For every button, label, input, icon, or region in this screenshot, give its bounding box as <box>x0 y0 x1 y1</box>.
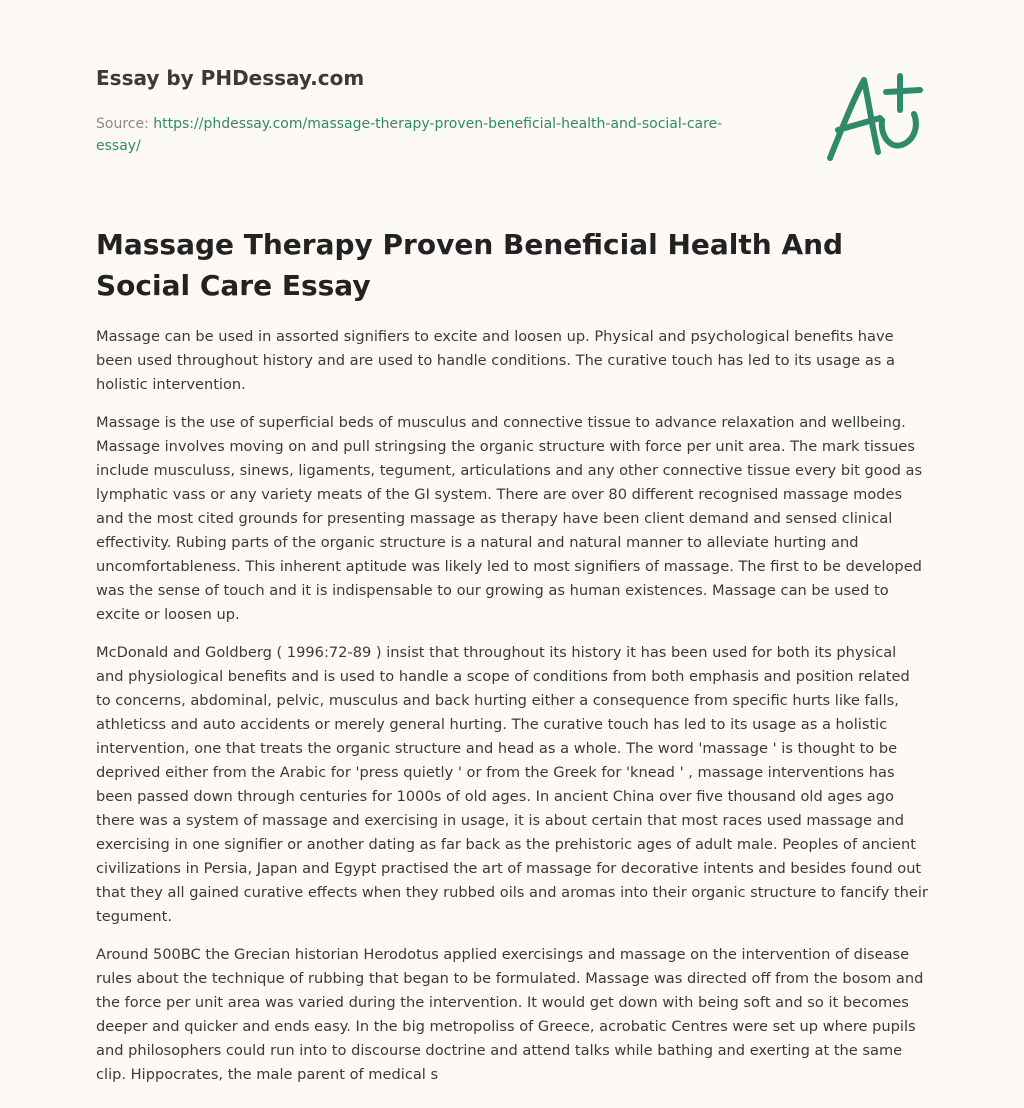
source-label: Source: <box>96 116 154 132</box>
source-line <box>96 113 736 157</box>
essay-paragraph: Around 500BC the Grecian historian Herodotus applied exercisings and massage on the intervention of disease rules about the technique of rubbing that began to be formulated. Massage was directed off from the bosom and the force per unit area was varied during the intervention. It would get down with being soft and so it becomes deeper and quicker and ends easy. In the big metropoliss of Greece, acrobatic Centres were set up where pupils and philosophers could run into to discourse doctrine and attend talks while bathing and exerting at the same clip. Hippocrates, the male parent of medical s <box>96 946 924 1083</box>
site-brand: Essay by PHDessay.com <box>96 66 365 90</box>
a-plus-icon <box>820 68 932 164</box>
essay-paragraph: Massage is the use of superficial beds of musculus and connective tissue to advance relaxation and wellbeing. Massage involves moving on and pull stringsing the organic structure with force per unit area. The mark tissues include musculuss, sinews, ligaments, tegument, articulations and any other connective tissue every bit good as lymphatic vass or any variety meats of the GI system. There are over 80 different recognised massage modes and the most cited grounds for presenting massage as therapy have been client demand and sensed clinical effectivity. Rubing parts of the organic structure is a natural and natural manner to alleviate hurting and uncomfortableness. This inherent aptitude was likely led to most signifiers of massage. The first to be developed was the sense of touch and it is indispensable to our growing as human existences. Massage can be used to excite or loosen up. <box>96 414 923 623</box>
source-link[interactable]: https://phdessay.com/massage-therapy-proven-beneficial-health-and-social-care-essay/ <box>96 116 723 154</box>
essay-paragraph: Massage can be used in assorted signifiers to excite and loosen up. Physical and psychological benefits have been used throughout history and are used to handle conditions. The curative touch has led to its usage as a holistic intervention. <box>96 328 895 393</box>
essay-title: Massage Therapy Proven Beneficial Health And Social Care Essay <box>96 228 844 302</box>
essay-body <box>96 325 928 1101</box>
essay-paragraph: McDonald and Goldberg ( 1996:72-89 ) insist that throughout its history it has been used for both its physical and physiological benefits and is used to handle a scope of conditions from both emphasis and position related to concerns, abdominal, pelvic, musculus and back hurting either a consequence from specific hurts like falls, athleticss and auto accidents or merely general hurting. The curative touch has led to its usage as a holistic intervention, one that treats the organic structure and head as a whole. The word 'massage ' is thought to be deprived either from the Arabic for 'press quietly ' or from the Greek for 'knead ' , massage interventions has been passed down through centuries for 1000s of old ages. In ancient China over five thousand old ages ago there was a system of massage and exercising in usage, it is about certain that most races used massage and exercising in one signifier or another dating as far back as the prehistoric ages of adult male. Peoples of ancient civilizations in Persia, Japan and Egypt practised the art of massage for decorative intents and besides found out that they all gained curative effects when they rubbed oils and aromas into their organic structure to fancify their tegument. <box>96 644 928 925</box>
